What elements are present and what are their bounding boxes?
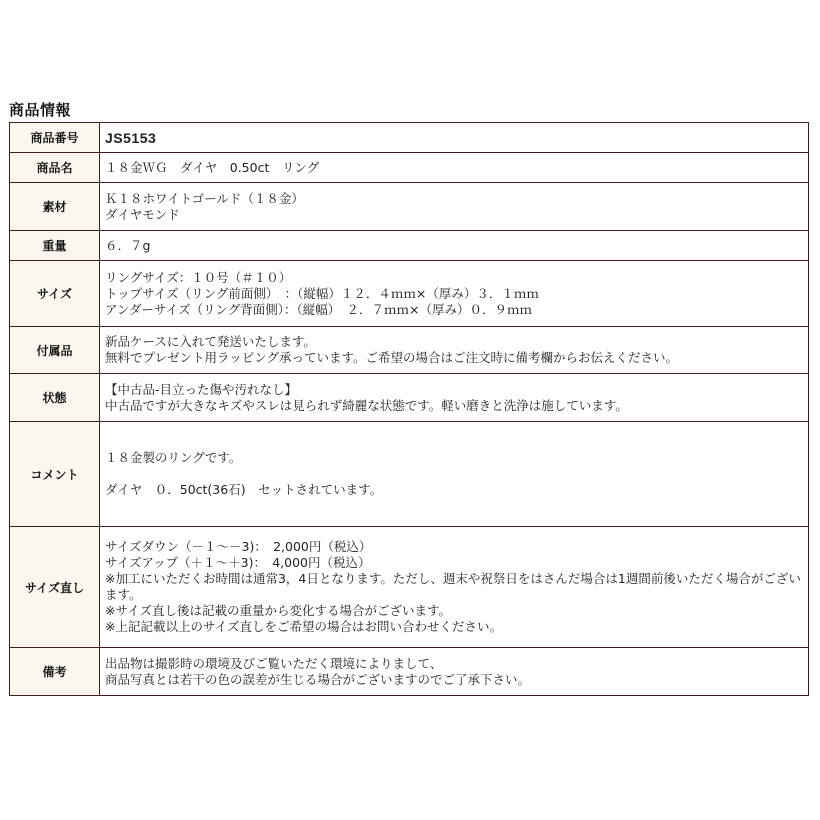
label-weight: 重量: [10, 231, 100, 261]
accessories-line: 新品ケースに入れて発送いたします。: [105, 334, 316, 349]
comment-line: ダイヤ ０．50ct(36石) セットされています。: [105, 482, 383, 497]
row-resize: [10, 527, 809, 648]
row-condition: [10, 374, 809, 422]
value-size: [100, 261, 809, 327]
notes-line: 商品写真とは若干の色の誤差が生じる場合がございますのでご了承下さい。: [105, 671, 531, 687]
resize-line: ※上記記載以上のサイズ直しをご希望の場合はお問い合わせください。: [105, 619, 502, 634]
product-number-text: JS5153: [105, 129, 157, 146]
resize-line: ※加工にいただくお時間は通常3，4日となります。ただし、週末や祝祭日をはさんだ場合は1週間前後いただく場合がございます。: [105, 571, 801, 602]
condition-line: 中古品ですが大きなキズやスレは見られず綺麗な状態です。軽い磨きと洗浄は施しています。: [105, 397, 628, 413]
section-title: 商品情報: [9, 101, 72, 119]
label-accessories: 付属品: [10, 327, 100, 374]
material-line: ダイヤモンド: [105, 206, 180, 222]
row-size: [10, 261, 809, 327]
value-product-number: [100, 123, 809, 153]
resize-line: ※サイズ直し後は記載の重量から変化する場合がございます。: [105, 603, 451, 618]
row-material: [10, 183, 809, 231]
row-comment: [10, 422, 809, 527]
row-product-name: [10, 153, 809, 183]
label-material: 素材: [10, 183, 100, 231]
row-weight: [10, 231, 809, 261]
label-size: サイズ: [10, 261, 100, 327]
row-accessories: [10, 327, 809, 374]
value-accessories: [100, 327, 809, 374]
label-notes: 備考: [10, 648, 100, 696]
label-resize: サイズ直し: [10, 527, 100, 648]
value-product-name: [100, 153, 809, 183]
material-line: Ｋ１８ホワイトゴールド（１８金）: [105, 190, 304, 206]
product-info-table: [9, 122, 809, 696]
weight-text: ６．７g: [105, 237, 151, 253]
label-product-number: 商品番号: [10, 123, 100, 153]
resize-line: サイズアップ（＋１～＋3)： 4,000円（税込）: [105, 555, 371, 570]
size-line: トップサイズ（リング前面側） ：（縦幅）１２．４ｍｍ×（厚み）３．１ｍｍ: [105, 285, 539, 301]
product-name-text: １８金ＷＧ ダイヤ 0.50ct リング: [105, 159, 320, 175]
value-weight: [100, 231, 809, 261]
label-product-name: 商品名: [10, 153, 100, 183]
accessories-line: 無料でプレゼント用ラッピング承っています。ご希望の場合はご注文時に備考欄からお伝えください。: [105, 350, 679, 365]
size-line: リングサイズ：１０号（＃１０）: [105, 269, 292, 285]
comment-line: １８金製のリングです。: [105, 450, 242, 465]
value-notes: [100, 648, 809, 696]
label-condition: 状態: [10, 374, 100, 422]
notes-line: 出品物は撮影時の環境及びご覧いただく環境によりまして、: [105, 655, 443, 671]
label-comment: コメント: [10, 422, 100, 527]
value-material: [100, 183, 809, 231]
value-resize: [100, 527, 809, 648]
row-notes: [10, 648, 809, 696]
size-line: アンダーサイズ（リング背面側）：（縦幅） ２．７ｍｍ×（厚み）０．９ｍｍ: [105, 301, 532, 317]
resize-line: サイズダウン（－１～－3)： 2,000円（税込）: [105, 539, 372, 554]
value-comment: [100, 422, 809, 527]
value-condition: [100, 374, 809, 422]
comment-spacer: [105, 466, 804, 482]
row-product-number: [10, 123, 809, 153]
condition-line: 【中古品-目立った傷や汚れなし】: [105, 381, 298, 397]
